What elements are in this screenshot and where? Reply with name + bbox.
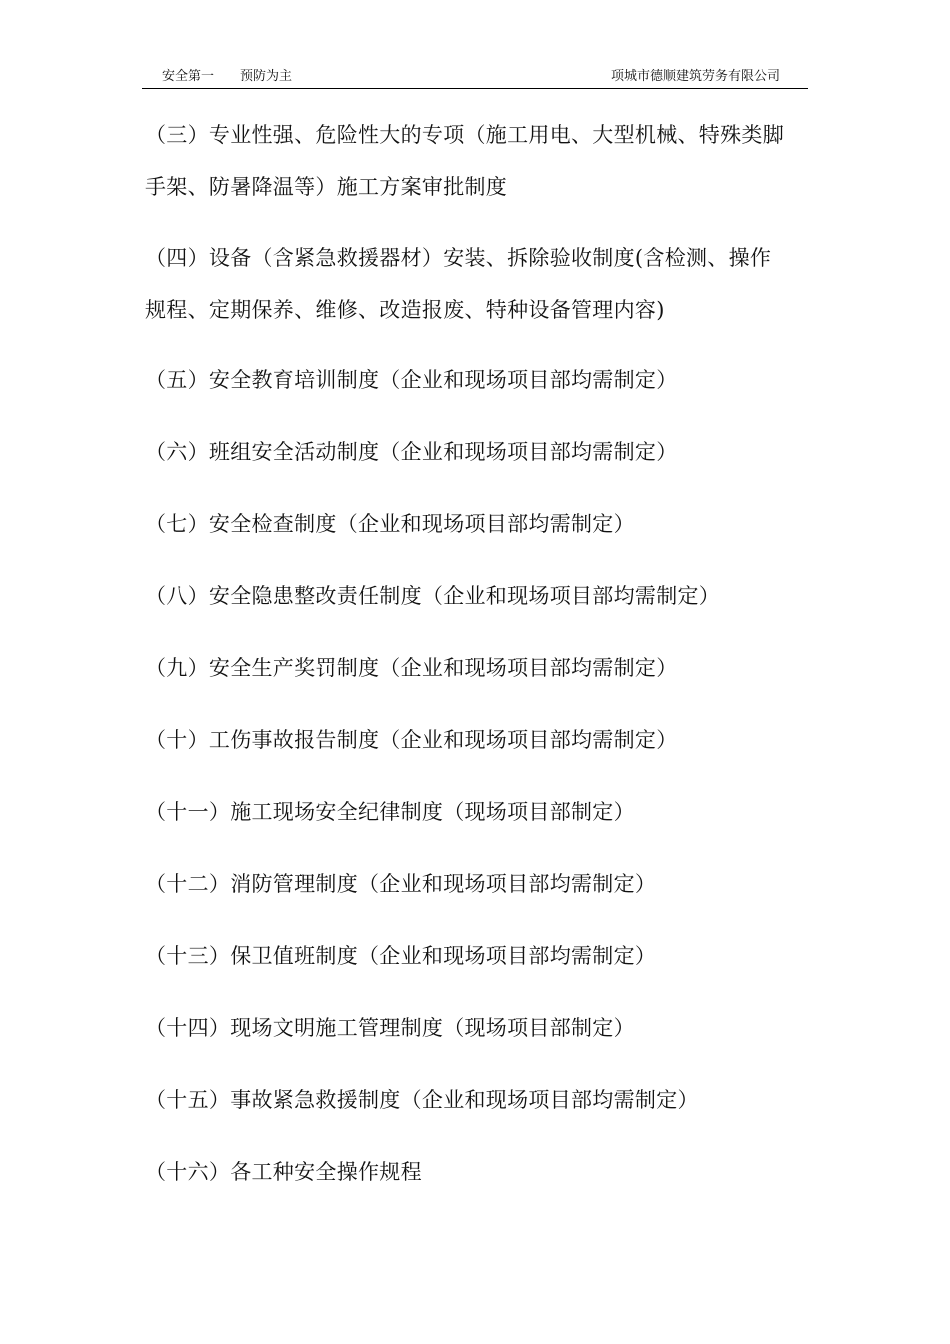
list-item-13: （十三）保卫值班制度（企业和现场项目部均需制定） [145,944,657,968]
line: （四）设备（含紧急救援器材）安装、拆除验收制度(含检测、操作 [145,246,772,270]
list-item-5: （五）安全教育培训制度（企业和现场项目部均需制定） [145,368,678,392]
list-item-11: （十一）施工现场安全纪律制度（现场项目部制定） [145,800,635,824]
line: 手架、防暑降温等）施工方案审批制度 [145,175,508,199]
list-item-6: （六）班组安全活动制度（企业和现场项目部均需制定） [145,440,678,464]
list-item-10: （十）工伤事故报告制度（企业和现场项目部均需制定） [145,728,678,752]
list-item-7: （七）安全检查制度（企业和现场项目部均需制定） [145,512,635,536]
list-item-14: （十四）现场文明施工管理制度（现场项目部制定） [145,1016,635,1040]
line: （三）专业性强、危险性大的专项（施工用电、大型机械、特殊类脚 [145,123,784,147]
line: 规程、定期保养、维修、改造报废、特种设备管理内容) [145,298,665,322]
list-item-9: （九）安全生产奖罚制度（企业和现场项目部均需制定） [145,656,678,680]
list-item-8: （八）安全隐患整改责任制度（企业和现场项目部均需制定） [145,584,721,608]
list-item-15: （十五）事故紧急救援制度（企业和现场项目部均需制定） [145,1088,699,1112]
list-item-3 [145,109,784,213]
list-item-16: （十六）各工种安全操作规程 [145,1160,422,1184]
list-item-12: （十二）消防管理制度（企业和现场项目部均需制定） [145,872,657,896]
list-item-4 [145,232,771,336]
header-company: 项城市德顺建筑劳务有限公司 [610,69,780,84]
header-motto: 安全第一 预防为主 [162,69,293,84]
page-header [142,66,808,89]
